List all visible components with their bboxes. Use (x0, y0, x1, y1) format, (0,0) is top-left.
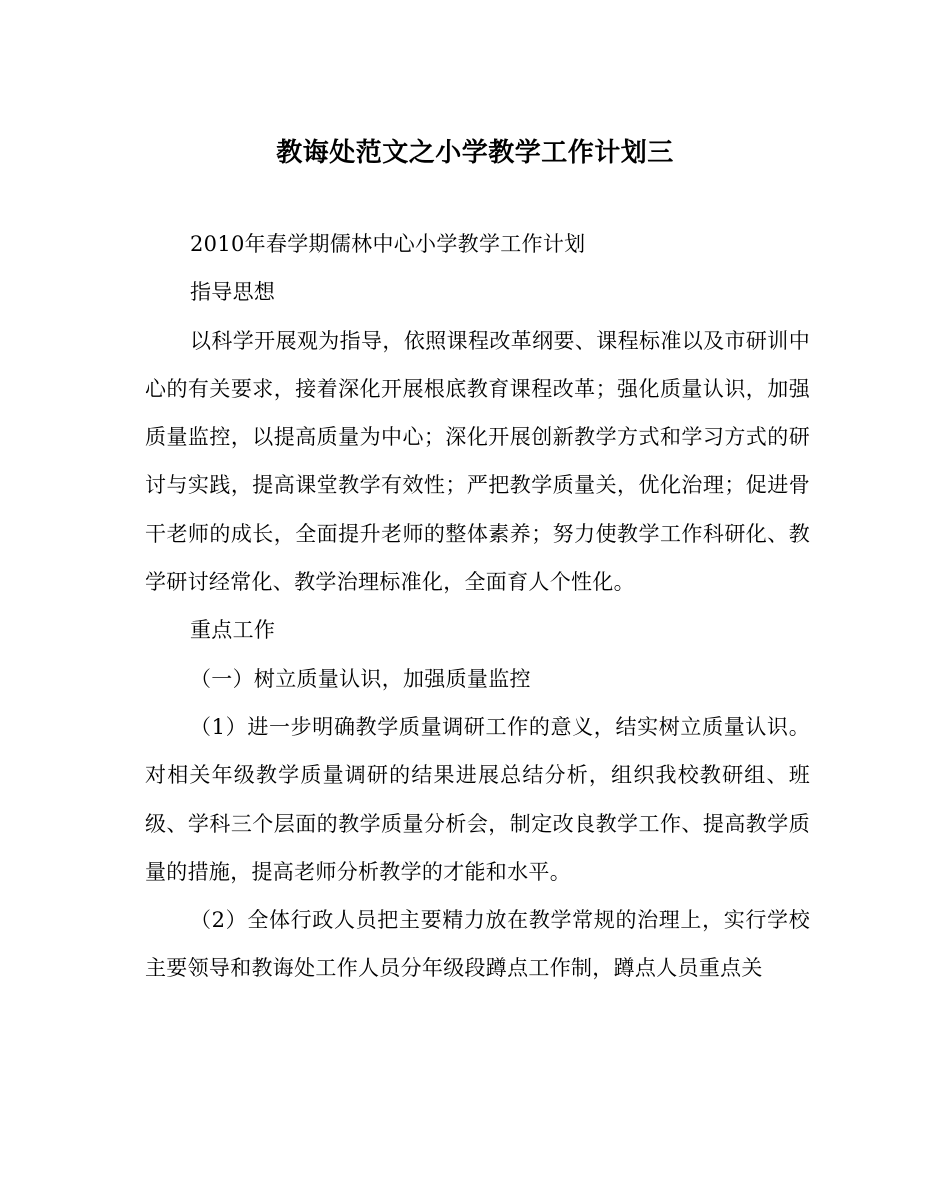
paragraph-guiding-thought: 以科学开展观为指导，依照课程改革纲要、课程标准以及市研训中心的有关要求，接着深化开展根底教育课程改革；强化质量认识，加强质量监控，以提高质量为中心；深化开展创新教学方式和学习方式的研讨与实践，提高课堂教学有效性；严把教学质量关，优化治理；促进骨干老师的成长，全面提升老师的整体素养；努力使教学工作科研化、教学研讨经常化、教学治理标准化，全面育人个性化。 (145, 328, 810, 595)
paragraph-item-one: （1）进一步明确教学质量调研工作的意义，结实树立质量认识。对相关年级教学质量调研的结果进展总结分析，组织我校教研组、班级、学科三个层面的教学质量分析会，制定改良教学工作、提高教学质量的措施，提高老师分析教学的才能和水平。 (145, 714, 810, 884)
paragraph-guiding-thought-heading: 指导思想 (190, 280, 276, 305)
paragraph-plan-heading: 2010年春学期儒林中心小学教学工作计划 (190, 232, 586, 256)
paragraph-item-two: （2）全体行政人员把主要精力放在教学常规的治理上，实行学校主要领导和教诲处工作人员分年级段蹲点工作制，蹲点人员重点关 (145, 908, 810, 981)
paragraph-key-work-heading: 重点工作 (190, 618, 276, 643)
document-body (145, 220, 810, 993)
paragraph-section-one-heading: （一）树立质量认识，加强质量监控 (190, 666, 531, 691)
document-title: 教诲处范文之小学教学工作计划三 (276, 138, 674, 168)
